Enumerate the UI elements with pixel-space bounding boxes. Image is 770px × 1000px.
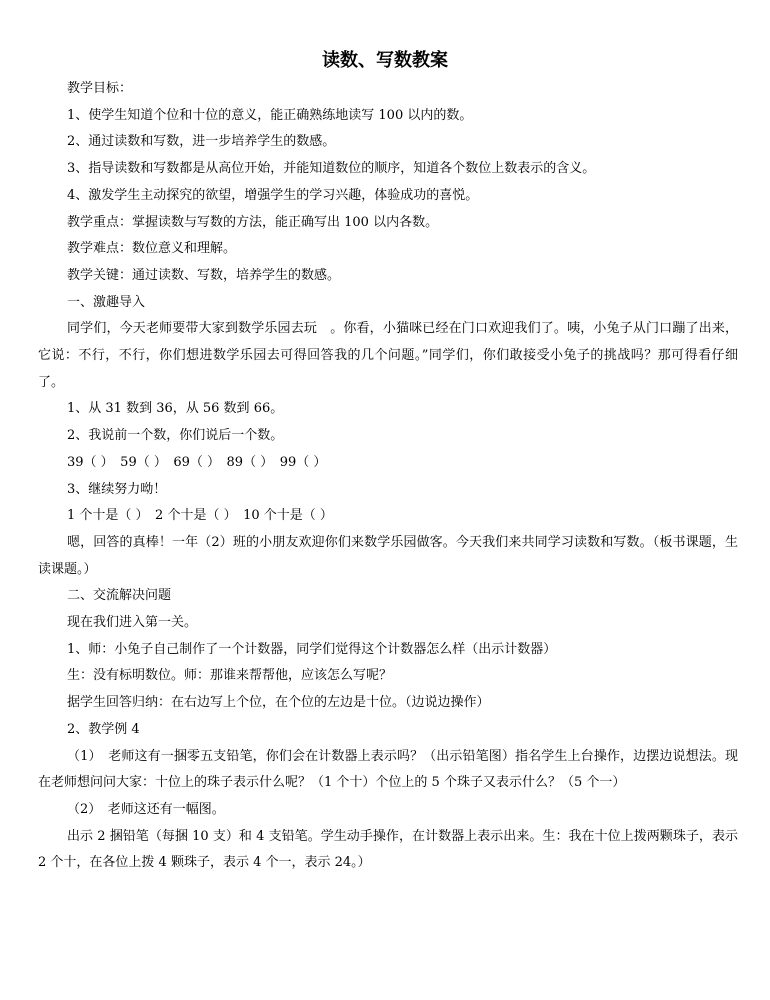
body-paragraph: 据学生回答归纳：在右边写上个位，在个位的左边是十位。（边说边操作） <box>67 695 490 711</box>
exercise-item: 2、我说前一个数，你们说后一个数。 <box>67 428 284 444</box>
teaching-focus: 教学重点：掌握读数与写数的方法，能正确写出 100 以内各数。 <box>67 214 439 230</box>
body-paragraph: 出示 2 捆铅笔（每捆 10 支）和 4 支铅笔。学生动手操作，在计数器上表示出来。生：我在十位上拨两颗珠子，表示 2 个十，在各位上拨 4 颗珠子，表示 4 个一，表示 24。） <box>38 828 738 871</box>
section-heading: 二、交流解决问题 <box>67 588 172 604</box>
objective-item: 4、激发学生主动探究的欲望，增强学生的学习兴趣，体验成功的喜悦。 <box>67 187 479 203</box>
section-label-objectives: 教学目标： <box>67 81 133 96</box>
body-paragraph: 嗯，回答的真棒！一年（2）班的小朋友欢迎你们来数学乐园做客。今天我们来共同学习读数和写数。（板书课题，生读课题。） <box>38 534 738 577</box>
objective-item: 3、指导读数和写数都是从高位开始，并能知道数位的顺序，知道各个数位上数表示的含义。 <box>67 161 596 177</box>
exercise-blanks: 39（ ） 59（ ） 69（ ） 89（ ） 99（ ） <box>67 454 327 470</box>
body-paragraph: 同学们，今天老师要带大家到数学乐园去玩 。你看，小猫咪已经在门口欢迎我们了。咦，小兔子从门口蹦了出来，它说：不行，不行，你们想进数学乐园去可得回答我的几个问题。”同学们，你们敢接受小兔子的挑战吗？那可得看仔细了。 <box>38 321 738 390</box>
body-paragraph: 2、教学例 4 <box>67 721 140 737</box>
document-title: 读数、写数教案 <box>322 50 448 71</box>
exercise-item: 3、继续努力呦！ <box>67 481 167 497</box>
exercise-blanks: 1 个十是（ ） 2 个十是（ ） 10 个十是（ ） <box>67 508 333 524</box>
body-paragraph: 1、师：小兔子自己制作了一个计数器，同学们觉得这个计数器怎么样（出示计数器） <box>67 641 557 657</box>
body-paragraph: 生：没有标明数位。师：那谁来帮帮他，应该怎么写呢？ <box>67 668 393 684</box>
objective-item: 2、通过读数和写数，进一步培养学生的数感。 <box>67 134 336 150</box>
body-paragraph: 现在我们进入第一关。 <box>67 615 198 631</box>
body-paragraph: （1） 老师这有一捆零五支铅笔，你们会在计数器上表示吗？（出示铅笔图）指名学生上台操作，边摆边说想法。现在老师想问问大家：十位上的珠子表示什么呢？（1 个十）个位上的 5 个珠子又表示什么？（5 个一） <box>38 748 738 791</box>
body-paragraph: （2） 老师这还有一幅图。 <box>67 801 225 817</box>
section-heading: 一、激趣导入 <box>67 294 146 310</box>
teaching-difficulty: 教学难点：数位意义和理解。 <box>67 241 237 257</box>
document-body <box>38 76 738 877</box>
teaching-key: 教学关键：通过读数、写数，培养学生的数感。 <box>67 267 341 283</box>
objective-item: 1、使学生知道个位和十位的意义，能正确熟练地读写 100 以内的数。 <box>67 107 473 123</box>
exercise-item: 1、从 31 数到 36，从 56 数到 66。 <box>67 401 284 417</box>
